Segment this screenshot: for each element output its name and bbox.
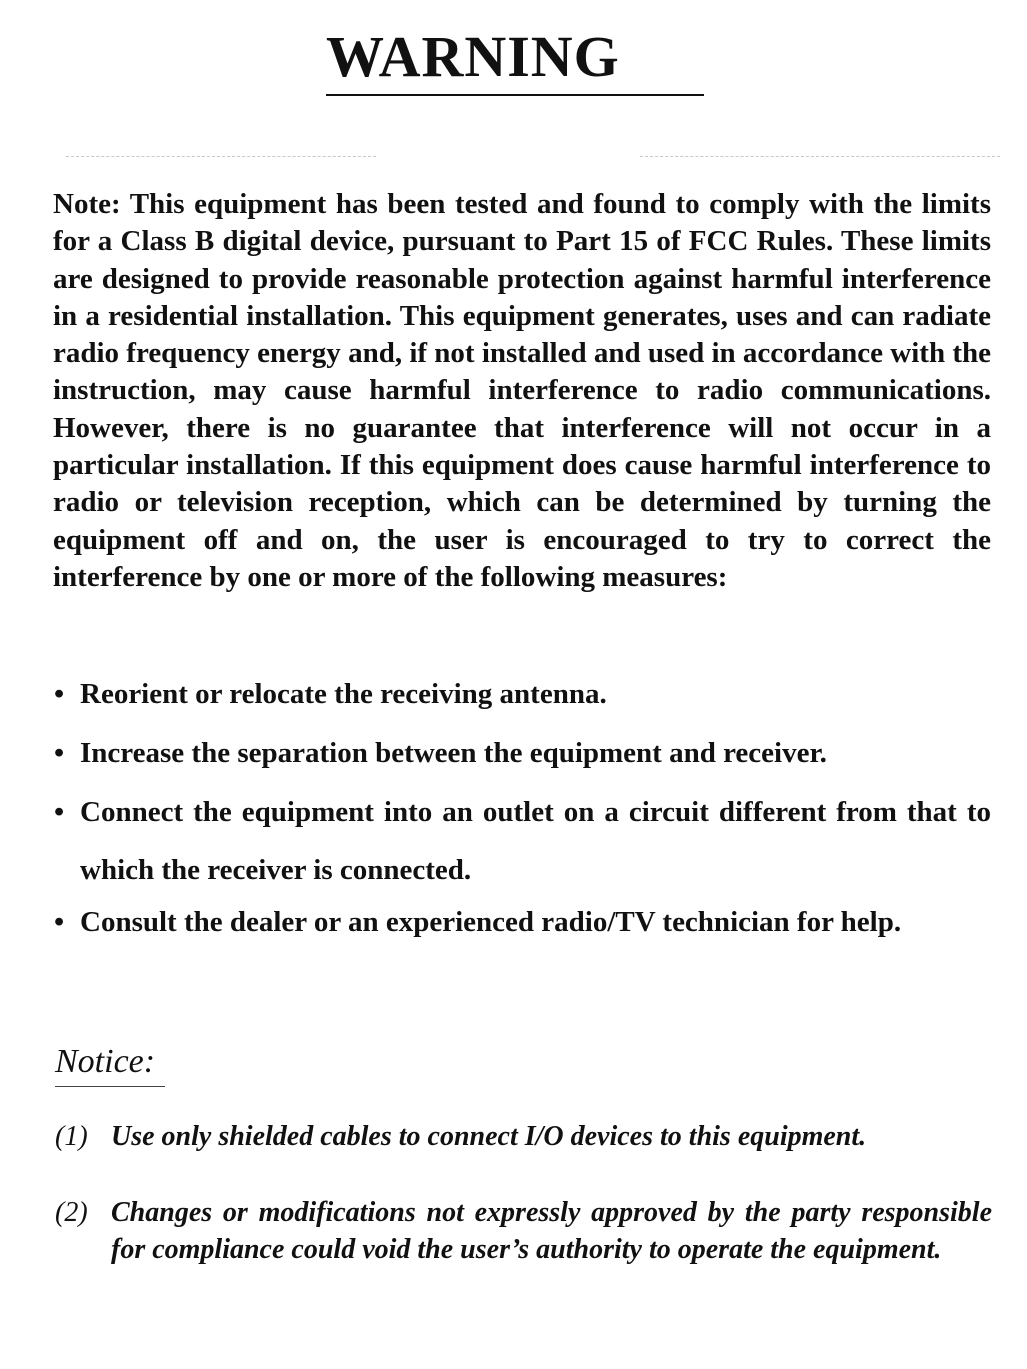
bullet-icon: • bbox=[54, 796, 65, 828]
measure-item bbox=[53, 783, 991, 899]
notice-item bbox=[55, 1118, 992, 1156]
scan-artifact-line bbox=[66, 156, 376, 158]
measure-text: Connect the equipment into an outlet on a circuit different from that to which the receiver is connected. bbox=[80, 796, 991, 886]
measure-item bbox=[53, 672, 991, 716]
measure-item bbox=[53, 900, 991, 944]
bullet-icon: • bbox=[54, 906, 65, 938]
scan-artifact-line bbox=[640, 156, 1000, 158]
notice-item bbox=[55, 1194, 992, 1269]
bullet-icon: • bbox=[54, 737, 65, 769]
notice-list bbox=[55, 1118, 992, 1307]
measure-text: Increase the separation between the equipment and receiver. bbox=[80, 737, 827, 769]
notice-text: Changes or modifications not expressly approved by the party responsible for compliance could void the user’s authority to operate the equipment. bbox=[111, 1196, 992, 1265]
notice-number: (2) bbox=[55, 1196, 88, 1228]
notice-underline bbox=[55, 1086, 165, 1087]
title-underline bbox=[326, 94, 704, 96]
page-title: WARNING bbox=[326, 24, 620, 89]
notice-text: Use only shielded cables to connect I/O devices to this equipment. bbox=[111, 1121, 867, 1152]
notice-number: (1) bbox=[55, 1121, 88, 1152]
bullet-icon: • bbox=[54, 678, 65, 710]
measure-text: Consult the dealer or an experienced radio/TV technician for help. bbox=[80, 906, 902, 938]
measure-item bbox=[53, 731, 991, 775]
measures-list bbox=[53, 672, 991, 959]
notice-heading: Notice: bbox=[55, 1043, 156, 1080]
fcc-compliance-note: Note: This equipment has been tested and found to comply with the limits for a Class B digital device, pursuant to Part 15 of FCC Rules. These limits are designed to provide reasonable protection against harmful interference in a residential installation. This equipment generates, uses and can radiate radio frequency energy and, if not installed and used in accordance with the instruction, may cause harmful interference to radio communications. However, there is no guarantee that interference will not occur in a particular installation. If this equipment does cause harmful interference to radio or television reception, which can be determined by turning the equipment off and on, the user is encouraged to try to correct the interference by one or more of the following measures: bbox=[53, 188, 991, 593]
measure-text: Reorient or relocate the receiving antenna. bbox=[80, 678, 607, 710]
